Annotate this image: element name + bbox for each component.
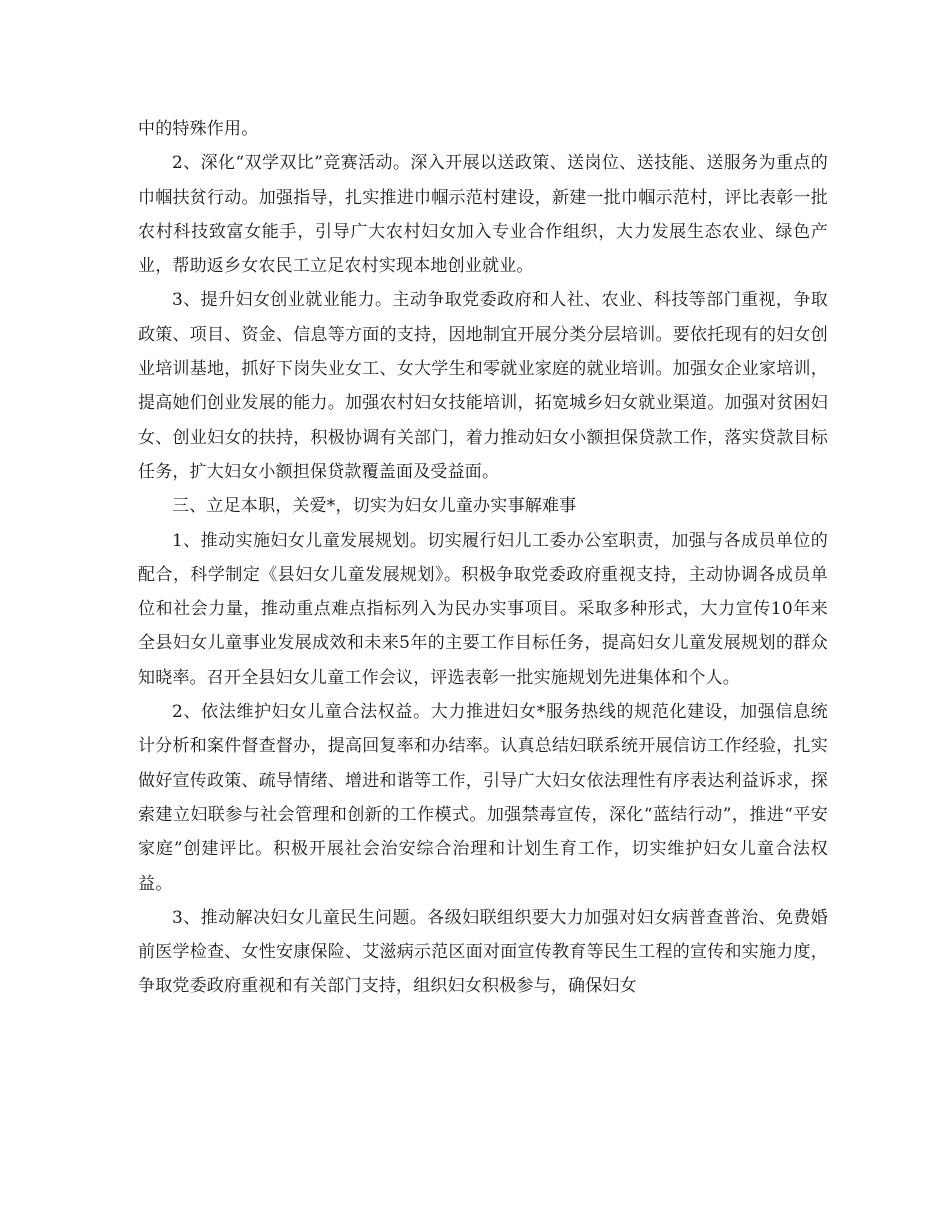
paragraph-double-learning: 2、深化“双学双比”竞赛活动。深入开展以送政策、送岗位、送技能、送服务为重点的巾帼扶贫行动。加强指导，扎实推进巾帼示范村建设，新建一批巾帼示范村，评比表彰一批农村科技致富女能手，引导广大农村妇女加入专业合作组织，大力发展生态农业、绿色产业，帮助返乡女农民工立足农村实现本地创业就业。 — [138, 153, 828, 277]
paragraph-development-plan: 1、推动实施妇女儿童发展规划。切实履行妇儿工委办公室职责，加强与各成员单位的配合，科学制定《县妇女儿童发展规划》。积极争取党委政府重视支持，主动协调各成员单位和社会力量，推动重点难点指标列入为民办实事项目。采取多种形式，大力宣传10年来全县妇女儿童事业发展成效和未来5年的主要工作目标任务，提高妇女儿童发展规划的群众知晓率。召开全县妇女儿童工作会议，评选表彰一批实施规划先进集体和个人。 — [138, 530, 828, 688]
paragraph-employment-ability: 3、提升妇女创业就业能力。主动争取党委政府和人社、农业、科技等部门重视，争取政策、项目、资金、信息等方面的支持，因地制宜开展分类分层培训。要依托现有的妇女创业培训基地，抓好下岗失业女工、女大学生和零就业家庭的就业培训。加强女企业家培训，提高她们创业发展的能力。加强农村妇女技能培训，拓宽城乡妇女就业渠道。加强对贫困妇女、创业妇女的扶持，积极协调有关部门，着力推动妇女小额担保贷款工作，落实贷款目标任务，扩大妇女小额担保贷款覆盖面及受益面。 — [138, 290, 828, 482]
document-body — [138, 112, 828, 1004]
paragraph-livelihood: 3、推动解决妇女儿童民生问题。各级妇联组织要大力加强对妇女病普查普治、免费婚前医学检查、女性安康保险、艾滋病示范区面对面宣传教育等民生工程的宣传和实施力度，争取党委政府重视和有关部门支持，组织妇女积极参与，确保妇女 — [138, 907, 828, 997]
section-heading-three: 三、立足本职，关爱*，切实为妇女儿童办实事解难事 — [172, 496, 577, 517]
paragraph-continuation: 中的特殊作用。 — [138, 119, 259, 139]
paragraph-legal-rights: 2、依法维护妇女儿童合法权益。大力推进妇女*服务热线的规范化建设，加强信息统计分析和案件督查督办，提高回复率和办结率。认真总结妇联系统开展信访工作经验，扎实做好宣传政策、疏导情绪、增进和谐等工作，引导广大妇女依法理性有序表达利益诉求，探索建立妇联参与社会管理和创新的工作模式。加强禁毒宣传，深化“蓝结行动”，推进“平安家庭”创建评比。积极开展社会治安综合治理和计划生育工作，切实维护妇女儿童合法权益。 — [138, 702, 828, 894]
